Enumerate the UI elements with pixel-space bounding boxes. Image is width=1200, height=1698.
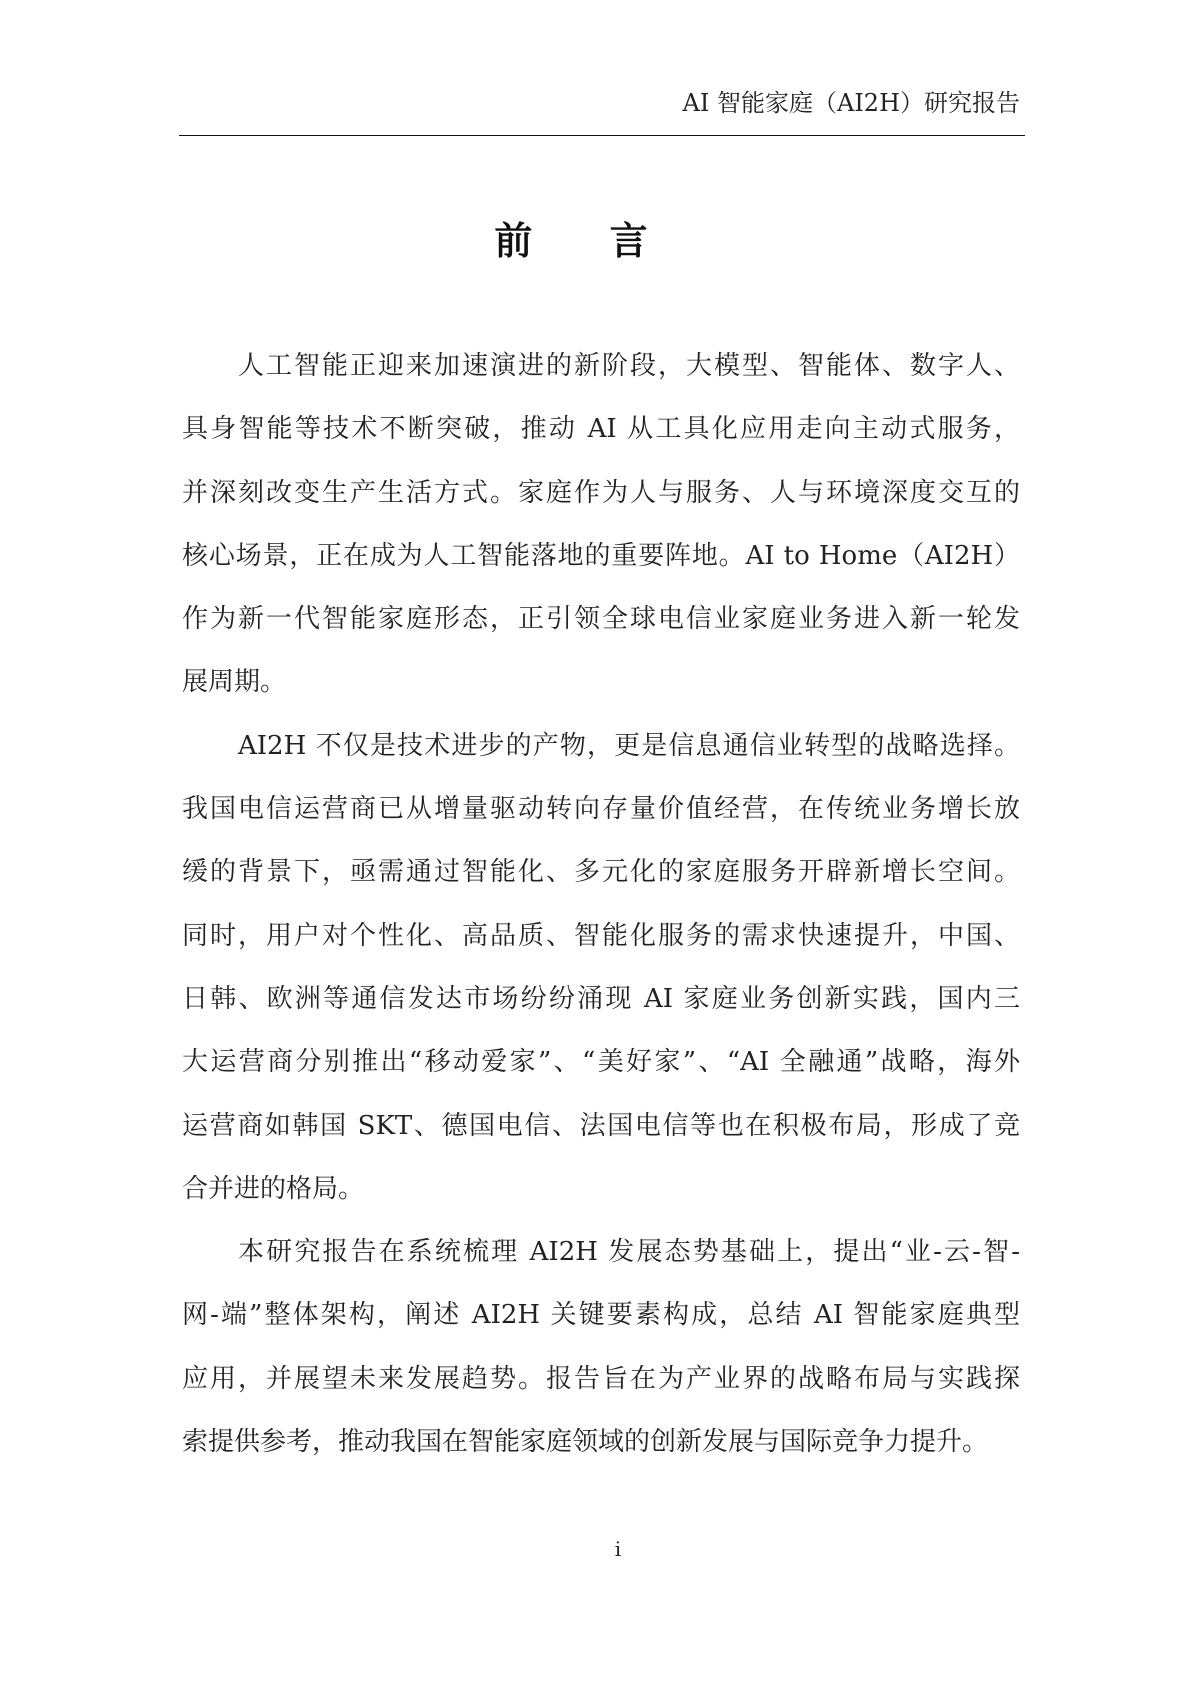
paragraph-line: AI2H 不仅是技术进步的产物，更是信息通信业转型的战略选择。 <box>238 730 1020 761</box>
paragraph <box>182 1221 1020 1474</box>
page-number: i <box>614 1537 622 1561</box>
paragraph-line: 核心场景，正在成为人工智能落地的重要阵地。AI to Home（AI2H） <box>182 540 1020 571</box>
paragraph-line: 运营商如韩国 SKT、德国电信、法国电信等也在积极布局，形成了竞 <box>182 1110 1020 1141</box>
paragraph-line: 并深刻改变生产生活方式。家庭作为人与服务、人与环境深度交互的 <box>182 477 1020 508</box>
paragraph-line: 人工智能正迎来加速演进的新阶段，大模型、智能体、数字人、 <box>238 351 1020 381</box>
paragraph-line: 我国电信运营商已从增量驱动转向存量价值经营，在传统业务增长放 <box>182 794 1020 825</box>
paragraph <box>182 335 1020 715</box>
paragraph-line: 作为新一代智能家庭形态，正引领全球电信业家庭业务进入新一轮发 <box>182 604 1020 635</box>
paragraph <box>182 715 1020 1221</box>
paragraph-line: 具身智能等技术不断突破，推动 AI 从工具化应用走向主动式服务， <box>182 414 1020 445</box>
paragraph-line: 合并进的格局。 <box>182 1173 365 1204</box>
page-title: 前 言 <box>494 219 680 263</box>
paragraph-line: 大运营商分别推出“移动爱家”、“美好家”、“AI 全融通”战略，海外 <box>182 1047 1020 1078</box>
paragraph-line: 展周期。 <box>182 667 287 698</box>
paragraph-line: 网-端”整体架构，阐述 AI2H 关键要素构成，总结 AI 智能家庭典型 <box>182 1300 1020 1331</box>
paragraph-line: 缓的背景下，亟需通过智能化、多元化的家庭服务开辟新增长空间。 <box>182 857 1020 888</box>
preface-body <box>182 335 1020 1474</box>
running-header-title: AI 智能家庭（AI2H）研究报告 <box>682 89 1020 117</box>
paragraph-line: 本研究报告在系统梳理 AI2H 发展态势基础上，提出“业-云-智- <box>238 1237 1020 1268</box>
paragraph-line: 索提供参考，推动我国在智能家庭领域的创新发展与国际竞争力提升。 <box>182 1427 989 1458</box>
header-rule <box>179 135 1025 136</box>
paragraph-line: 日韩、欧洲等通信发达市场纷纷涌现 AI 家庭业务创新实践，国内三 <box>182 983 1020 1014</box>
paragraph-line: 同时，用户对个性化、高品质、智能化服务的需求快速提升，中国、 <box>182 920 1020 951</box>
paragraph-line: 应用，并展望未来发展趋势。报告旨在为产业界的战略布局与实践探 <box>182 1363 1020 1394</box>
